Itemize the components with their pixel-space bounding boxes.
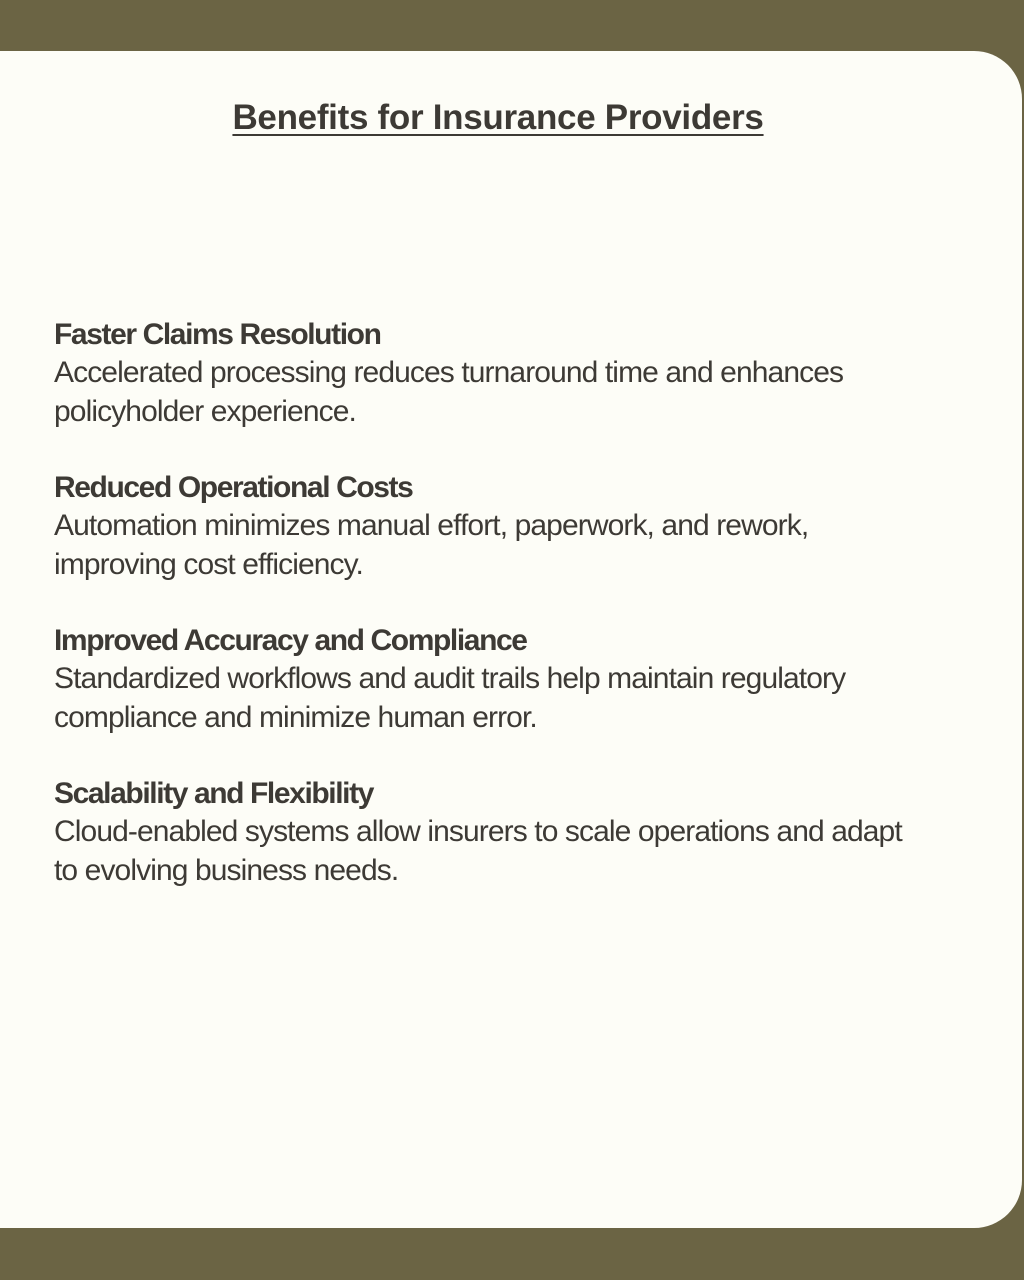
benefit-description: Accelerated processing reduces turnaround time and enhances policyholder experience. (54, 356, 844, 428)
benefit-heading: Reduced Operational Costs (54, 471, 413, 504)
content-card (0, 51, 1022, 1228)
benefits-list (54, 317, 1022, 929)
benefit-heading: Scalability and Flexibility (54, 777, 373, 810)
benefit-description: Standardized workflows and audit trails help maintain regulatory compliance and minimize human error. (54, 662, 846, 734)
benefit-heading: Improved Accuracy and Compliance (54, 624, 527, 657)
benefit-description: Cloud-enabled systems allow insurers to scale operations and adapt to evolving business needs. (54, 815, 902, 887)
benefit-heading: Faster Claims Resolution (54, 318, 381, 351)
benefit-description: Automation minimizes manual effort, paperwork, and rework, improving cost efficiency. (54, 509, 809, 581)
benefit-item-scalability (54, 776, 1022, 890)
benefit-item-faster-claims (54, 317, 1022, 431)
benefit-item-reduced-costs (54, 470, 1022, 584)
page-title: Benefits for Insurance Providers (232, 98, 764, 137)
benefit-item-accuracy-compliance (54, 623, 1022, 737)
